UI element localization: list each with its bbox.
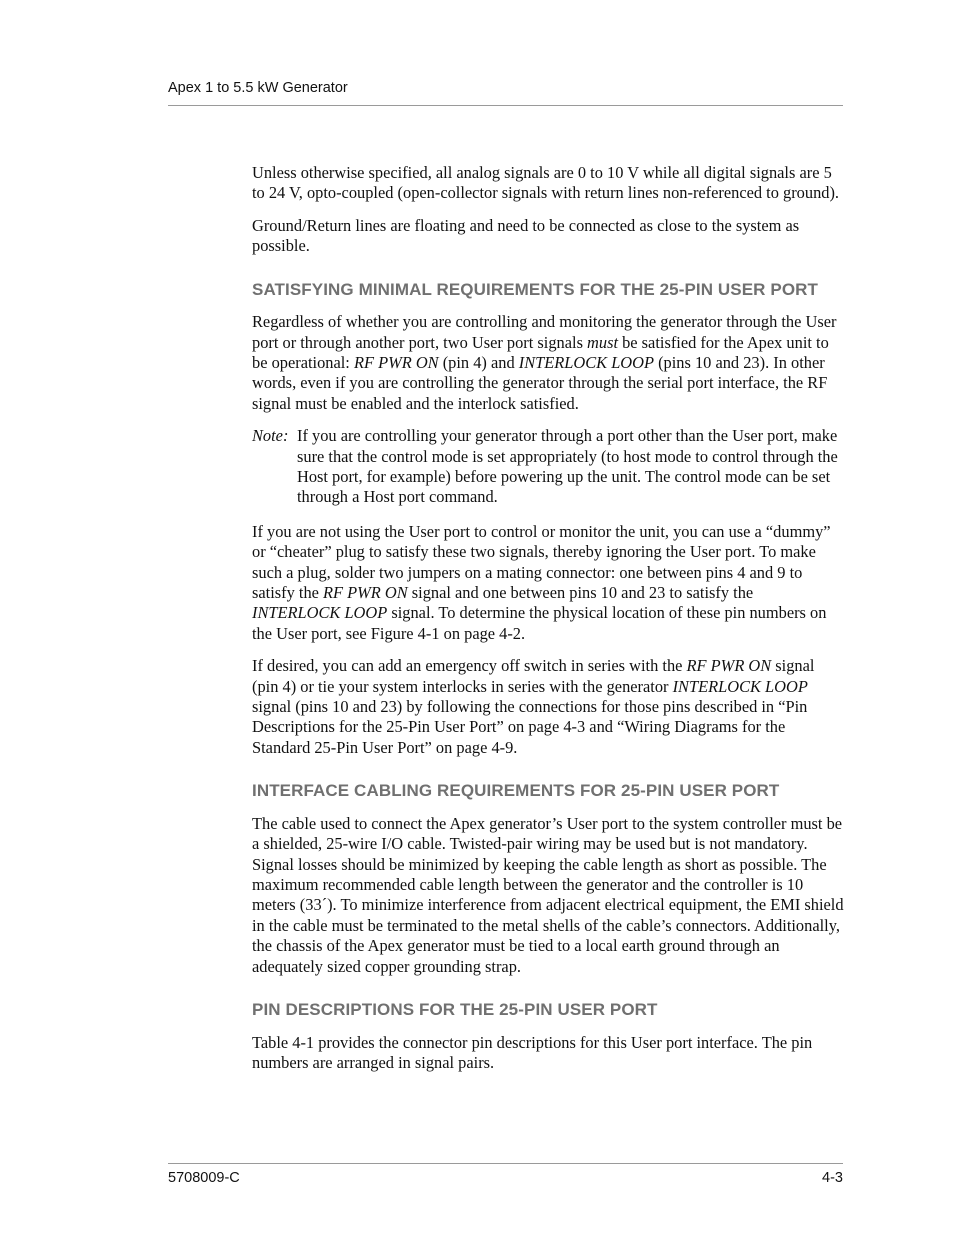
pin-descriptions-paragraph: Table 4-1 provides the connector pin descriptions for this User port interface. The pin numbers are arranged in signal pairs.	[252, 1032, 813, 1072]
minimal-requirements-paragraph-3: If desired, you can add an emergency off switch in series with the RF PWR ON signal (pin 4) or tie your system interlocks in series with the generator INTERLOCK LOOP signal (pins 10 and 23) by following the connections for those pins described in “Pin Descriptions for the 25-Pin User Port” on page 4-3 and “Wiring Diagrams for the Standard 25-Pin User Port” on page 4-9.	[252, 656, 815, 757]
note-text: If you are controlling your generator through a port other than the User port, make sure that the control mode is set appropriately (to host mode to control through the Host port, for example) before powering up the unit. The control mode can be set through a Host port command.	[297, 426, 838, 507]
footer-rule	[168, 1163, 843, 1164]
section-heading-pin-descriptions: PIN DESCRIPTIONS FOR THE 25-PIN USER PORT	[252, 1000, 658, 1019]
minimal-requirements-paragraph-1: Regardless of whether you are controlling and monitoring the generator through the User port or through another port, two User port signals must be satisfied for the Apex unit to be operational: RF PWR ON (pin 4) and INTERLOCK LOOP (pins 10 and 23). In other words, even if you are controlling the generator through the serial port interface, the RF signal must be enabled and the interlock satisfied.	[252, 312, 837, 413]
intro-paragraph-2: Ground/Return lines are floating and need to be connected as close to the system as possible.	[252, 215, 800, 256]
document-number: 5708009-C	[168, 1170, 240, 1186]
section-heading-interface-cabling: INTERFACE CABLING REQUIREMENTS FOR 25-PIN USER PORT	[252, 781, 780, 801]
intro-paragraph-1: Unless otherwise specified, all analog signals are 0 to 10 V while all digital signals are 5 to 24 V, opto-coupled (open-collector signals with return lines non-referenced to ground).	[252, 163, 840, 203]
interface-cabling-paragraph: The cable used to connect the Apex generator’s User port to the system controller must be a shielded, 25-wire I/O cable. Twisted-pair wiring may be used but is not mandatory. Signal losses should be minimized by keeping the cable length as short as possible. The maximum recommended cable length between the generator and the controller is 10 meters (33´). To minimize interference from adjacent electrical equipment, the EMI shield in the cable must be terminated to the metal shells of the cable’s connectors. Additionally, the chassis of the Apex generator must be tied to a local earth ground through an adequately sized copper grounding strap.	[252, 813, 844, 976]
note-block	[252, 426, 844, 508]
section-heading-minimal-requirements: SATISFYING MINIMAL REQUIREMENTS FOR THE 25-PIN USER PORT	[252, 279, 819, 299]
page-body	[252, 163, 844, 1085]
running-header: Apex 1 to 5.5 kW Generator	[168, 80, 348, 96]
page-number: 4-3	[822, 1170, 843, 1186]
header-rule	[168, 105, 843, 106]
minimal-requirements-paragraph-2: If you are not using the User port to control or monitor the unit, you can use a “dummy” or “cheater” plug to satisfy these two signals, thereby ignoring the User port. To make such a plug, solder two jumpers on a mating connector: one between pins 4 and 9 to satisfy the RF PWR ON signal and one between pins 10 and 23 to satisfy the INTERLOCK LOOP signal. To determine the physical location of these pin numbers on the User port, see Figure 4-1 on page 4-2.	[252, 521, 831, 643]
note-label: Note:	[252, 426, 289, 446]
